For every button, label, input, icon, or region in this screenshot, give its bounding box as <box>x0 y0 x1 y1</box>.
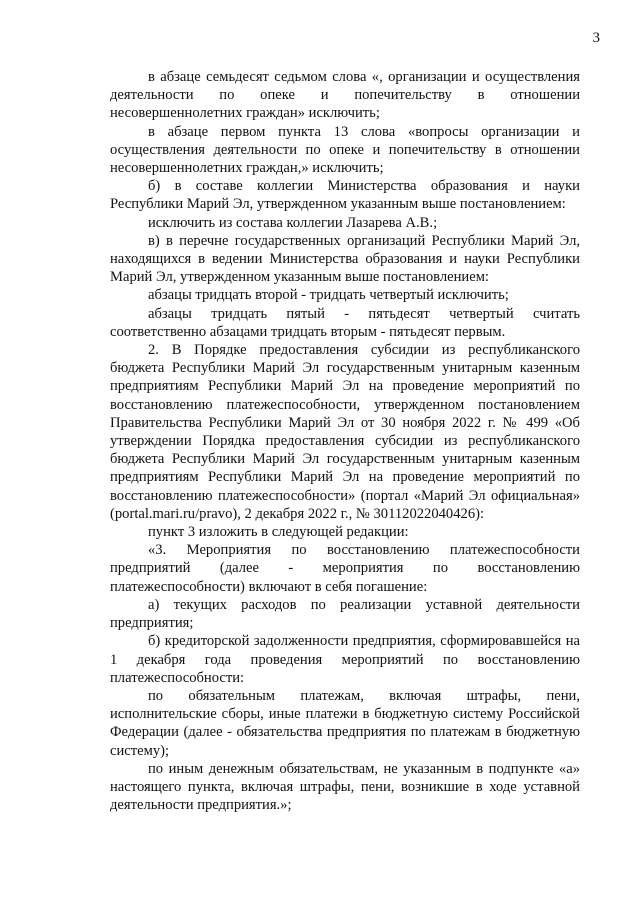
paragraph-10: «3. Мероприятия по восстановлению платежеспособности предприятий (далее - мероприятия по восстановлению платежеспособности) включают в себя погашение: <box>110 542 580 595</box>
paragraph-7: абзацы тридцать пятый - пятьдесят четвертый считать соответственно абзацами тридцать вторым - пятьдесят первым. <box>110 305 580 340</box>
paragraph-8: 2. В Порядке предоставления субсидии из республиканского бюджета Республики Марий Эл государственным унитарным казенным предприятиям Республики Марий Эл на проведение мероприятий по восстановлению платежеспособности, утвержденном постановлением Правительства Республики Марий Эл от 30 ноября 2022 г. № 499 «Об утверждении Порядка предоставления субсидии из республиканского бюджета Республики Марий Эл государственным унитарным казенным предприятиям Республики Марий Эл на проведение мероприятий по восстановлению платежеспособности» (портал «Марий Эл официальная» (portal.mari.ru/pravo), 2 декабря 2022 г., № 30112022040426): <box>110 342 580 522</box>
page-number: 3 <box>592 30 600 46</box>
paragraph-13: по обязательным платежам, включая штрафы, пени, исполнительские сборы, иные платежи в бюджетную систему Российской Федерации (далее - обязательства предприятия по платежам в бюджетную систему); <box>110 687 580 759</box>
paragraph-14: по иным денежным обязательствам, не указанным в подпункте «а» настоящего пункта, включая штрафы, пени, возникшие в ходе уставной деятельности предприятия.»; <box>110 760 580 814</box>
paragraph-5: в) в перечне государственных организаций Республики Марий Эл, находящихся в ведении Министерства образования и науки Республики Марий Эл, утвержденном указанным выше постановлением: <box>110 232 580 286</box>
paragraph-4: исключить из состава коллегии Лазарева А.В.; <box>148 214 438 231</box>
paragraph-11: а) текущих расходов по реализации уставной деятельности предприятия; <box>110 596 580 632</box>
document-body <box>110 68 580 814</box>
paragraph-6: абзацы тридцать второй - тридцать четвертый исключить; <box>148 287 509 304</box>
paragraph-1: в абзаце семьдесят седьмом слова «, организации и осуществления деятельности по опеке и попечительству в отношении несовершеннолетних граждан» исключить; <box>110 69 580 122</box>
paragraph-2: в абзаце первом пункта 13 слова «вопросы организации и осуществления деятельности по опеке и попечительству в отношении несовершеннолетних граждан,» исключить; <box>110 123 580 177</box>
paragraph-9: пункт 3 изложить в следующей редакции: <box>148 524 409 541</box>
paragraph-3: б) в составе коллегии Министерства образования и науки Республики Марий Эл, утвержденном указанным выше постановлением: <box>110 178 580 213</box>
paragraph-12: б) кредиторской задолженности предприятия, сформировавшейся на 1 декабря года проведения мероприятий по восстановлению платежеспособности: <box>110 633 580 686</box>
